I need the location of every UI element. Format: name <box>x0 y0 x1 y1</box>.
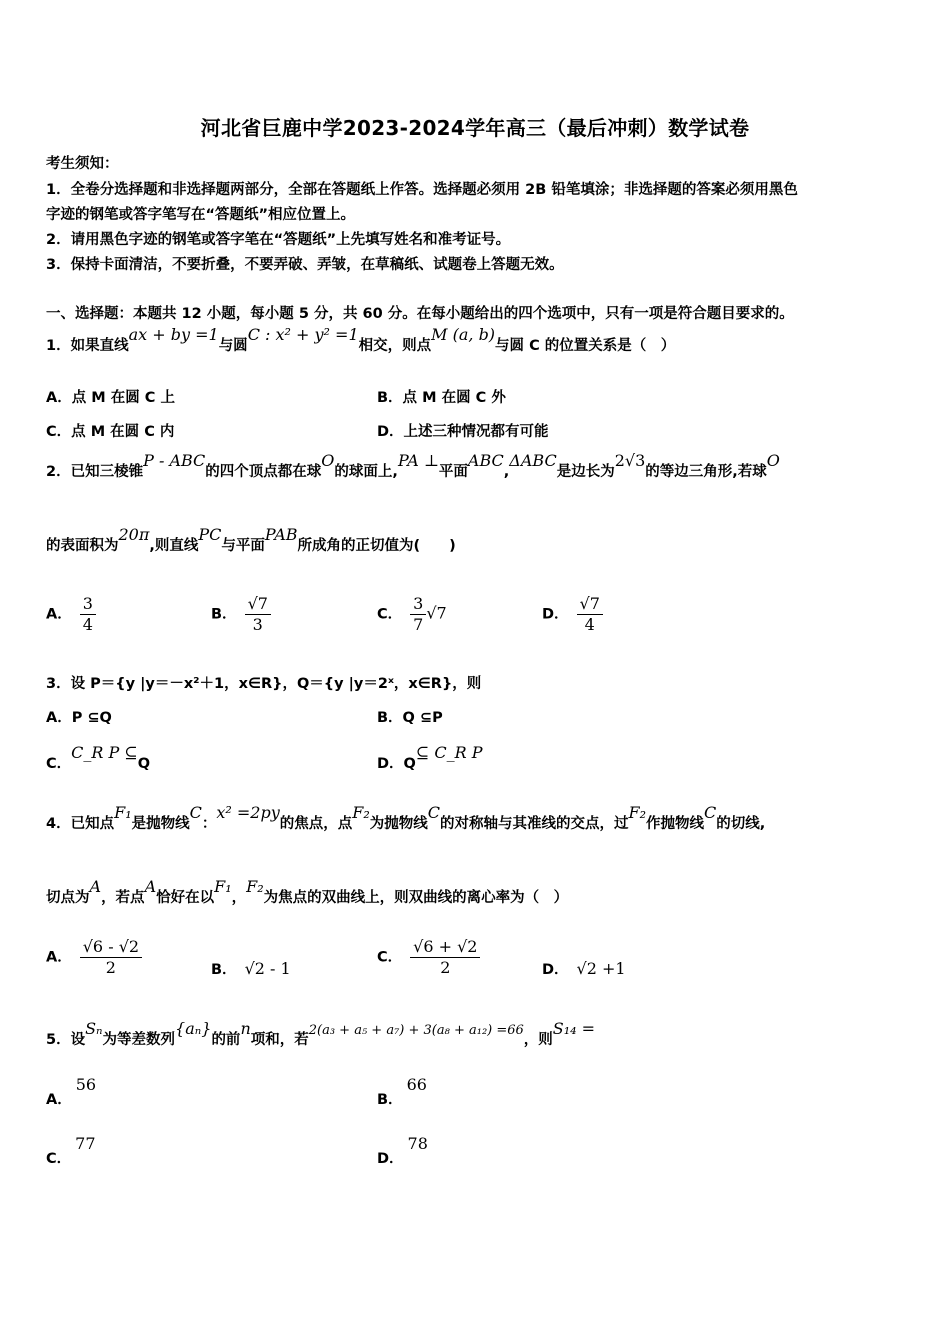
notice-item-1: 1．全卷分选择题和非选择题两部分，全部在答题纸上作答。选择题必须用 2B 铅笔填涂；非选择题的答案必须用黑色 <box>46 182 798 198</box>
question-2-stem-line-1: 2．已知三棱锥P - ABC的四个顶点都在球O的球面上,PA ⊥平面ABC,ΔABC是边长为2√3的等边三角形,若球O <box>46 451 780 480</box>
question-4-option-b[interactable]: B． √2 - 1 <box>211 959 291 978</box>
question-4-option-c[interactable]: C． $\frac{√6 + √2}{2}$ <box>377 937 480 978</box>
question-2-option-c[interactable]: C． $\frac{3}{7}$ √7 <box>377 594 447 634</box>
question-3-stem: 3．设 P＝{y |y＝－x²＋1，x∈R}，Q＝{y |y＝2ˣ，x∈R}，则 <box>46 676 482 692</box>
notice-heading: 考生须知： <box>46 156 119 172</box>
question-2-option-b[interactable]: B． $\frac{√7}{3}$ <box>211 594 271 635</box>
section-heading: 一、选择题：本题共 12 小题，每小题 5 分，共 60 分。在每小题给出的四个选项中，只有一项是符合题目要求的。 <box>46 306 794 322</box>
question-5-option-c[interactable]: C．77 <box>46 1134 96 1167</box>
notice-item-2: 2．请用黑色字迹的钢笔或答字笔在“答题纸”上先填写姓名和准考证号。 <box>46 232 511 248</box>
question-5-stem: 5．设Sₙ为等差数列{aₙ}的前n项和，若2(a₃ + a₅ + a₇) + 3(a₈ + a₁₂) =66，则S₁₄ = <box>46 1019 596 1048</box>
question-5-option-b[interactable]: B．66 <box>377 1075 427 1108</box>
notice-item-3: 3．保持卡面清洁，不要折叠，不要弄破、弄皱，在草稿纸、试题卷上答题无效。 <box>46 257 564 273</box>
question-1-option-a[interactable]: A．点 M 在圆 C 上 <box>46 390 175 406</box>
page-title: 河北省巨鹿中学2023-2024学年高三（最后冲刺）数学试卷 <box>200 116 750 140</box>
question-4-stem-line-2: 切点为A，若点A恰好在以F₁，F₂为焦点的双曲线上，则双曲线的离心率为（ ） <box>46 877 569 906</box>
question-3-option-c[interactable]: C．C_R P ⊆Q <box>46 743 151 772</box>
question-2-option-d[interactable]: D． $\frac{√7}{4}$ <box>542 594 603 635</box>
question-2-option-a[interactable]: A． $\frac{3}{4}$ <box>46 594 96 635</box>
math-circle-eq: C : x² + y² =1 <box>247 325 359 344</box>
math-point: M (a, b) <box>431 325 496 344</box>
question-4-stem-line-1: 4．已知点F₁是抛物线C：x² =2py的焦点，点F₂为抛物线C的对称轴与其准线的交点，过F₂作抛物线C的切线, <box>46 803 766 832</box>
notice-item-1-cont: 字迹的钢笔或答字笔写在“答题纸”相应位置上。 <box>46 207 356 223</box>
question-3-option-b[interactable]: B．Q ⊆P <box>377 710 443 726</box>
question-3-option-d[interactable]: D．Q⊆ C_R P <box>377 743 483 772</box>
math-line-eq: ax + by =1 <box>128 325 219 344</box>
question-1-stem: 1．如果直线ax + by =1与圆C : x² + y² =1相交，则点M (a, b)与圆 C 的位置关系是（ ） <box>46 325 676 354</box>
question-1-option-d[interactable]: D．上述三种情况都有可能 <box>377 424 549 440</box>
question-5-option-a[interactable]: A．56 <box>46 1075 97 1108</box>
question-1-option-c[interactable]: C．点 M 在圆 C 内 <box>46 424 175 440</box>
question-1-option-b[interactable]: B．点 M 在圆 C 外 <box>377 390 506 406</box>
question-4-option-d[interactable]: D． √2 +1 <box>542 959 626 978</box>
question-2-stem-line-2: 的表面积为20π,则直线PC与平面PAB所成角的正切值为( ) <box>46 525 456 554</box>
question-5-option-d[interactable]: D．78 <box>377 1134 428 1167</box>
question-3-option-a[interactable]: A．P ⊆Q <box>46 710 112 726</box>
question-4-option-a[interactable]: A． $\frac{√6 - √2}{2}$ <box>46 937 142 978</box>
